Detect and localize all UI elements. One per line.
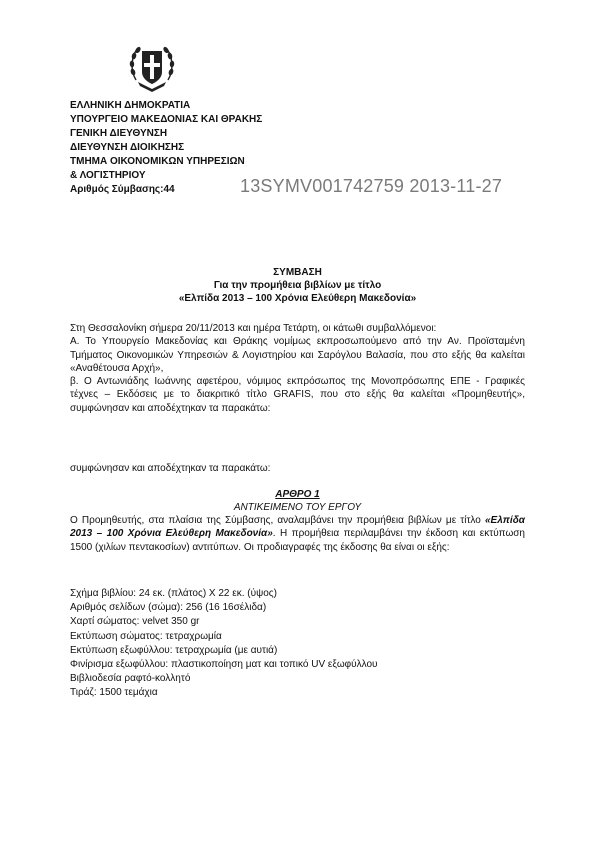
- contract-title-subject: Για την προμήθεια βιβλίων με τίτλο: [213, 280, 382, 291]
- book-specifications-list: [70, 587, 378, 701]
- spec-item: Σχήμα βιβλίου: 24 εκ. (πλάτος) Χ 22 εκ. (ύψος): [70, 588, 277, 599]
- contract-number: Αριθμός Σύμβασης:44: [70, 184, 175, 195]
- spec-item: Φινίρισμα εξωφύλλου: πλαστικοποίηση ματ και τοπικό UV εξωφύλλου: [70, 659, 378, 671]
- intro-paragraph: Στη Θεσσαλονίκη σήμερα 20/11/2013 και ημέρα Τετάρτη, οι κάτωθι συμβαλλόμενοι:: [70, 323, 437, 334]
- contract-parties: [70, 322, 525, 415]
- header-line-finance-department: ΤΜΗΜΑ ΟΙΚΟΝΟΜΙΚΩΝ ΥΠΗΡΕΣΙΩΝ: [70, 156, 245, 167]
- header-line-republic: ΕΛΛΗΝΙΚΗ ΔΗΜΟΚΡΑΤΙΑ: [70, 100, 191, 111]
- ada-code-stamp: 13SYMV001742759 2013-11-27: [240, 176, 503, 196]
- spec-item: Εκτύπωση σώματος: τετραχρωμία: [70, 630, 222, 642]
- article-number: ΑΡΘΡΟ 1: [275, 489, 320, 500]
- article-book-title: «Ελπίδα 2013 – 100 Χρόνια Ελεύθερη Μακεδονία»: [70, 515, 525, 540]
- header-line-general-directorate: ΓΕΝΙΚΗ ΔΙΕΥΘΥΝΣΗ: [70, 128, 168, 139]
- contract-title-heading: ΣΥΜΒΑΣΗ: [273, 267, 322, 278]
- party-a-paragraph: Α. Το Υπουργείο Μακεδονίας και Θράκης νομίμως εκπροσωπούμενο από την Αν. Προϊσταμένη Τμήματος Οικονομικών Υπηρεσιών & Λογιστηρίου και Σαρόγλου Βαλασία, που στο εξής θα καλείται «Αναθέτουσα Αρχή»,: [70, 336, 525, 374]
- spec-item: Αριθμός σελίδων (σώμα): 256 (16 16σέλιδα): [70, 602, 267, 614]
- header-line-ministry: ΥΠΟΥΡΓΕΙΟ ΜΑΚΕΔΟΝΙΑΣ ΚΑΙ ΘΡΑΚΗΣ: [70, 114, 263, 125]
- contract-title: [70, 266, 525, 305]
- spec-item: Εκτύπωση εξωφύλλου: τετραχρωμία (με αυτιά): [70, 644, 278, 656]
- article-1-heading: [70, 488, 525, 514]
- issuing-authority-header: [70, 99, 262, 197]
- spec-item: Χαρτί σώματος: velvet 350 gr: [70, 616, 200, 628]
- spec-item: Τιράζ: 1500 τεμάχια: [70, 687, 158, 699]
- spec-item: Βιβλιοδεσία ραφτό-κολλητό: [70, 673, 191, 685]
- article-subtitle: ΑΝΤΙΚΕΙΜΕΝΟ ΤΟΥ ΕΡΓΟΥ: [233, 502, 362, 513]
- agreement-paragraph: συμφώνησαν και αποδέχτηκαν τα παρακάτω:: [70, 463, 271, 474]
- article-1-body: [70, 514, 525, 554]
- party-b-paragraph: β. Ο Αντωνιάδης Ιωάννης αφετέρου, νόμιμος εκπρόσωπος της Μονοπρόσωπης ΕΠΕ - Γραφικές τέχνες – Εκδόσεις με το διακριτικό τίτλο GRAFIS, που στο εξής θα καλείται «Προμηθευτής», συμφώνησαν και αποδέχτηκαν τα παρακάτω:: [70, 376, 525, 414]
- article-text-before: Ο Προμηθευτής, στα πλαίσια της Σύμβασης, αναλαμβάνει την προμήθεια βιβλίων με τίτλο: [70, 515, 485, 526]
- header-line-administration-directorate: ΔΙΕΥΘΥΝΣΗ ΔΙΟΙΚΗΣΗΣ: [70, 142, 185, 153]
- greek-coat-of-arms-icon: [128, 42, 176, 96]
- contract-title-book: «Ελπίδα 2013 – 100 Χρόνια Ελεύθερη Μακεδονία»: [178, 293, 417, 304]
- article-text-after: . Η προμήθεια περιλαμβάνει την έκδοση και εκτύπωση 1500 (χιλίων πεντακοσίων) αντιτύπων. Οι προδιαγραφές της έκδοσης θα είναι οι εξής:: [70, 528, 525, 553]
- header-line-accounting: & ΛΟΓΙΣΤΗΡΙΟΥ: [70, 170, 146, 181]
